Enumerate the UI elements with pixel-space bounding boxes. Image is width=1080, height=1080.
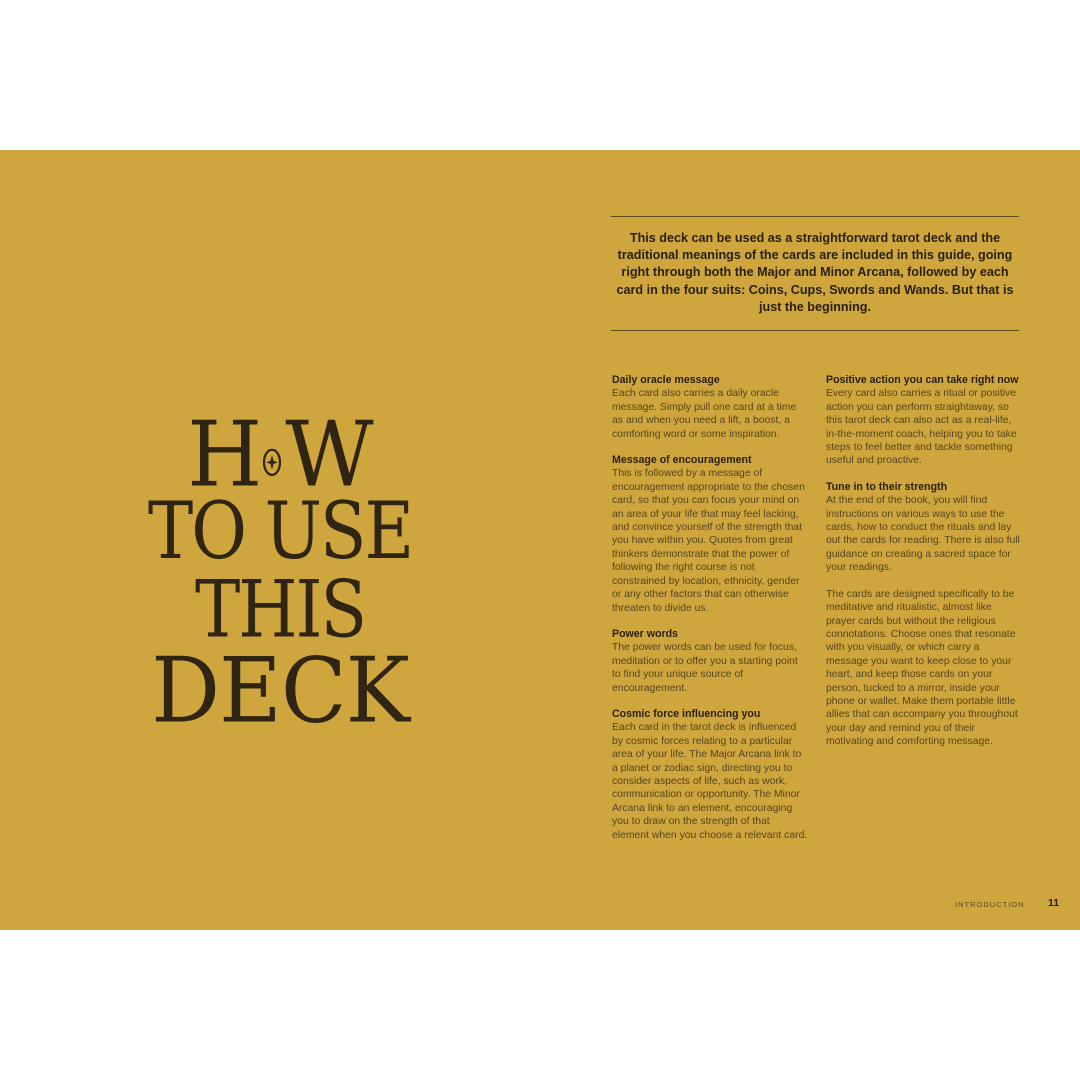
- section-power-words: [612, 628, 808, 695]
- book-page: [0, 150, 1080, 930]
- title-line-1-start: H: [187, 402, 262, 508]
- title-line-2: TO USE THIS: [147, 486, 413, 656]
- section-heading: Message of encouragement: [612, 454, 752, 467]
- page-title: [90, 402, 470, 744]
- section-positive-action: [826, 374, 1022, 468]
- section-daily-oracle: [612, 374, 808, 441]
- right-text-column: [826, 374, 1022, 762]
- section-tune-in: [826, 481, 1022, 575]
- section-body: This is followed by a message of encouragement appropriate to the chosen card, so that you can focus your mind on an area of your life that may feel lacking, and convince yourself of the strength that you have within you. Quotes from great thinkers demonstrate that the power of following the right course is not constrained by location, ethnicity, gender or any other factors that can otherwise threaten to divide us.: [612, 468, 805, 614]
- page-number: 11: [1048, 897, 1060, 909]
- section-body: Every card also carries a ritual or positive action you can perform straightaway, so this tarot deck can also act as a real-life, in-the-moment coach, helping you to take steps to feel better and tackle something useful and proactive.: [826, 388, 1017, 467]
- section-heading: Daily oracle message: [612, 374, 720, 386]
- section-cosmic-force: [612, 708, 808, 842]
- section-body: Each card also carries a daily oracle message. Simply pull one card at a time as and when you need a lift, a boost, a comforting word or some inspiration.: [612, 388, 797, 440]
- title-line-3: DECK: [151, 638, 409, 744]
- closing-paragraph-text: The cards are designed specifically to be meditative and ritualistic, almost like prayer cards but without the religious connotations. Choose ones that resonate with you visually, or which carry a message you want to keep close to your heart, and keep those cards on your person, tucked to a mirror, inside your phone or wallet. Make them portable little allies that can accompany you throughout your day and remind you of their motivating and comforting message.: [826, 588, 1018, 748]
- section-body: The power words can be used for focus, meditation or to offer you a starting point to find your unique source of encouragement.: [612, 642, 798, 694]
- running-footer-section: INTRODUCTION: [955, 900, 1025, 909]
- closing-paragraph: [826, 588, 1022, 749]
- section-heading: Positive action you can take right now: [826, 374, 1019, 386]
- title-line-1-end: W: [285, 402, 373, 508]
- intro-paragraph: This deck can be used as a straightforward tarot deck and the traditional meanings of the cards are included in this guide, going right through both the Major and Minor Arcana, followed by each card in the four suits: Coins, Cups, Swords and Wands. But that is just the beginning.: [616, 231, 1014, 314]
- left-text-column: [612, 374, 808, 855]
- section-heading: Cosmic force influencing you: [612, 707, 761, 720]
- intro-bottom-rule: [611, 330, 1019, 331]
- intro-top-rule: [611, 216, 1019, 217]
- sparkle-o-icon: [263, 448, 281, 475]
- section-encouragement: [612, 454, 808, 615]
- section-body: At the end of the book, you will find instructions on various ways to use the cards, how to conduct the rituals and lay out the cards for reading. There is also full guidance on creating a sacred space for your readings.: [826, 495, 1020, 574]
- section-body: Each card in the tarot deck is influenced by cosmic forces relating to a particular area of your life. The Major Arcana link to a planet or zodiac sign, directing you to consider aspects of life, such as work, communication or opportunity. The Minor Arcana link to an element, encouraging you to draw on the strength of that element when you choose a relevant card.: [612, 722, 808, 841]
- section-heading: Power words: [612, 627, 678, 640]
- section-heading: Tune in to their strength: [826, 480, 948, 493]
